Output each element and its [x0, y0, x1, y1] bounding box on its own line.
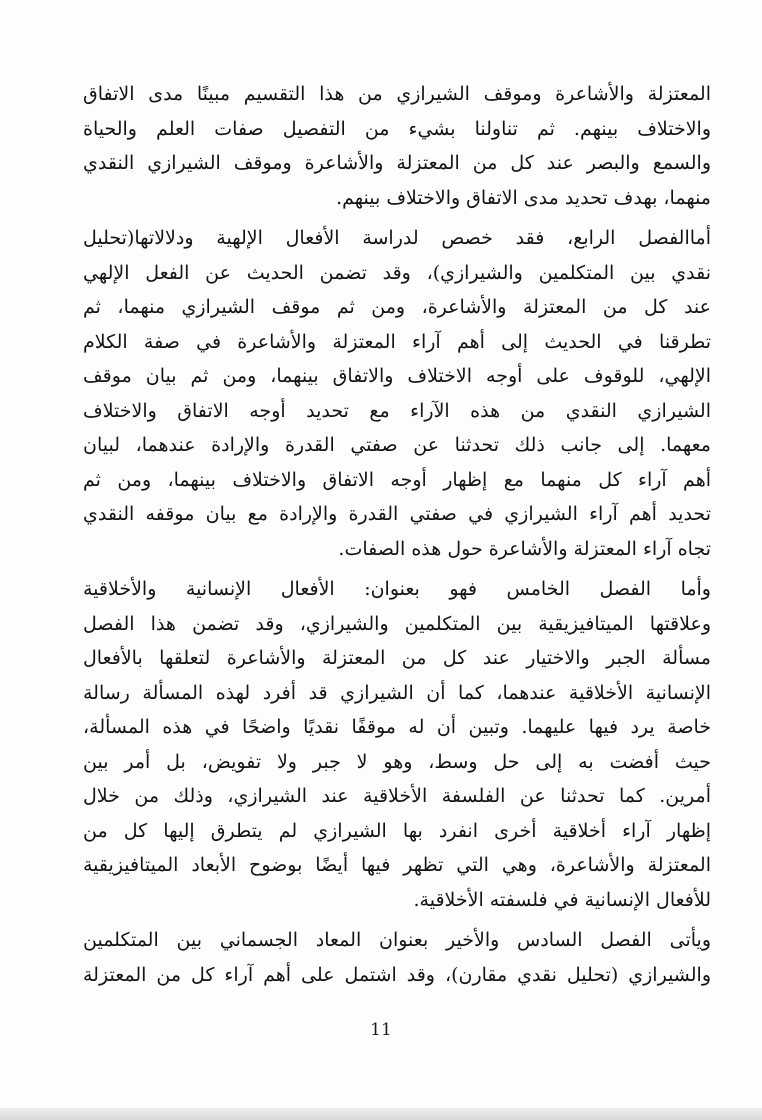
text-line: الإلهي، للوقوف على أوجه الاختلاف والاتفاق بينهما، ومن ثم بيان موقف: [83, 365, 711, 387]
text-line: منهما، بهدف تحديد مدى الاتفاق والاختلاف بينهم.: [336, 186, 711, 209]
text-line: وأما الفصل الخامس فهو بعنوان: الأفعال الإنسانية والأخلاقية: [83, 578, 711, 600]
text-line: والشيرازي (تحليل نقدي مقارن)، وقد اشتمل على أهم آراء كل من المعتزلة: [83, 963, 711, 986]
text-line: أماالفصل الرابع، فقد خصص لدراسة الأفعال الإلهية ودلالاتها(تحليل: [83, 227, 711, 249]
paragraph: [83, 221, 711, 566]
text-line: مسألة الجبر والاختيار عند كل من المعتزلة والأشاعرة لتعلقها بالأفعال: [83, 647, 711, 669]
text-line: إظهار آراء أخلاقية أخرى انفرد بها الشيرازي لم يتطرق إليها كل من: [83, 819, 711, 842]
text-line: المعتزلة والأشاعرة، وهي التي تظهر فيها أيضًا بوضوح الأبعاد الميتافيزيقية: [83, 854, 711, 876]
text-line: المعتزلة والأشاعرة وموقف الشيرازي من هذا التقسيم مبينًا مدى الاتفاق: [83, 83, 711, 105]
text-line: تحديد أهم آراء الشيرازي في صفتي القدرة والإرادة مع بيان موقفه النقدي: [83, 503, 711, 525]
text-line: وعلاقتها الميتافيزيقية بين المتكلمين والشيرازي، وقد تضمن هذا الفصل: [83, 612, 711, 635]
text-line: خاصة يرد فيها عليهما. وتبين أن له موقفًا نقديًا واضحًا في هذه المسألة،: [83, 716, 711, 738]
text-line: الشيرازي النقدي من هذه الآراء مع تحديد أوجه الاتفاق والاختلاف: [83, 399, 711, 422]
text-line: أهم آراء كل منهما مع إظهار أوجه الاتفاق والاختلاف بينهما، ومن ثم: [83, 468, 711, 491]
text-line: عند كل من المعتزلة والأشاعرة، ومن ثم موقف الشيرازي منهما، ثم: [83, 296, 711, 318]
text-line: أمرين. كما تحدثنا عن الفلسفة الأخلاقية عند الشيرازي، وذلك من خلال: [83, 785, 711, 807]
text-line: ويأتى الفصل السادس والأخير بعنوان المعاد الجسماني بين المتكلمين: [83, 929, 711, 951]
text-line: تجاه آراء المعتزلة والأشاعرة حول هذه الصفات.: [338, 537, 711, 560]
text-line: والسمع والبصر عند كل من المعتزلة والأشاعرة وموقف الشيرازي النقدي: [83, 152, 711, 174]
text-line: الإنسانية الأخلاقية عندهما، كما أن الشيرازي قد أفرد لهذه المسألة رسالة: [83, 681, 711, 704]
text-line: للأفعال الإنسانية في فلسفته الأخلاقية.: [413, 888, 711, 911]
text-line: تطرقنا في الحديث إلى أهم آراء المعتزلة والأشاعرة في صفة الكلام: [83, 330, 711, 353]
body-text: [83, 77, 711, 992]
text-line: معهما. إلى جانب ذلك تحدثنا عن صفتي القدرة والإرادة عندهما، لبيان: [83, 434, 711, 456]
page-number: 11: [370, 1020, 392, 1040]
paragraph: [83, 572, 711, 917]
paragraph: [83, 923, 711, 992]
text-line: نقدي بين المتكلمين والشيرازي)، وقد تضمن الحديث عن الفعل الإلهي: [83, 261, 711, 284]
text-line: والاختلاف بينهم. ثم تناولنا بشيء من التفصيل صفات العلم والحياة: [83, 117, 711, 140]
text-line: حيث أفضت به إلى حل وسط، وهو لا جبر ولا تفويض، بل أمر بين: [83, 750, 711, 773]
scan-edge: [0, 1108, 762, 1120]
paragraph: [83, 77, 711, 215]
